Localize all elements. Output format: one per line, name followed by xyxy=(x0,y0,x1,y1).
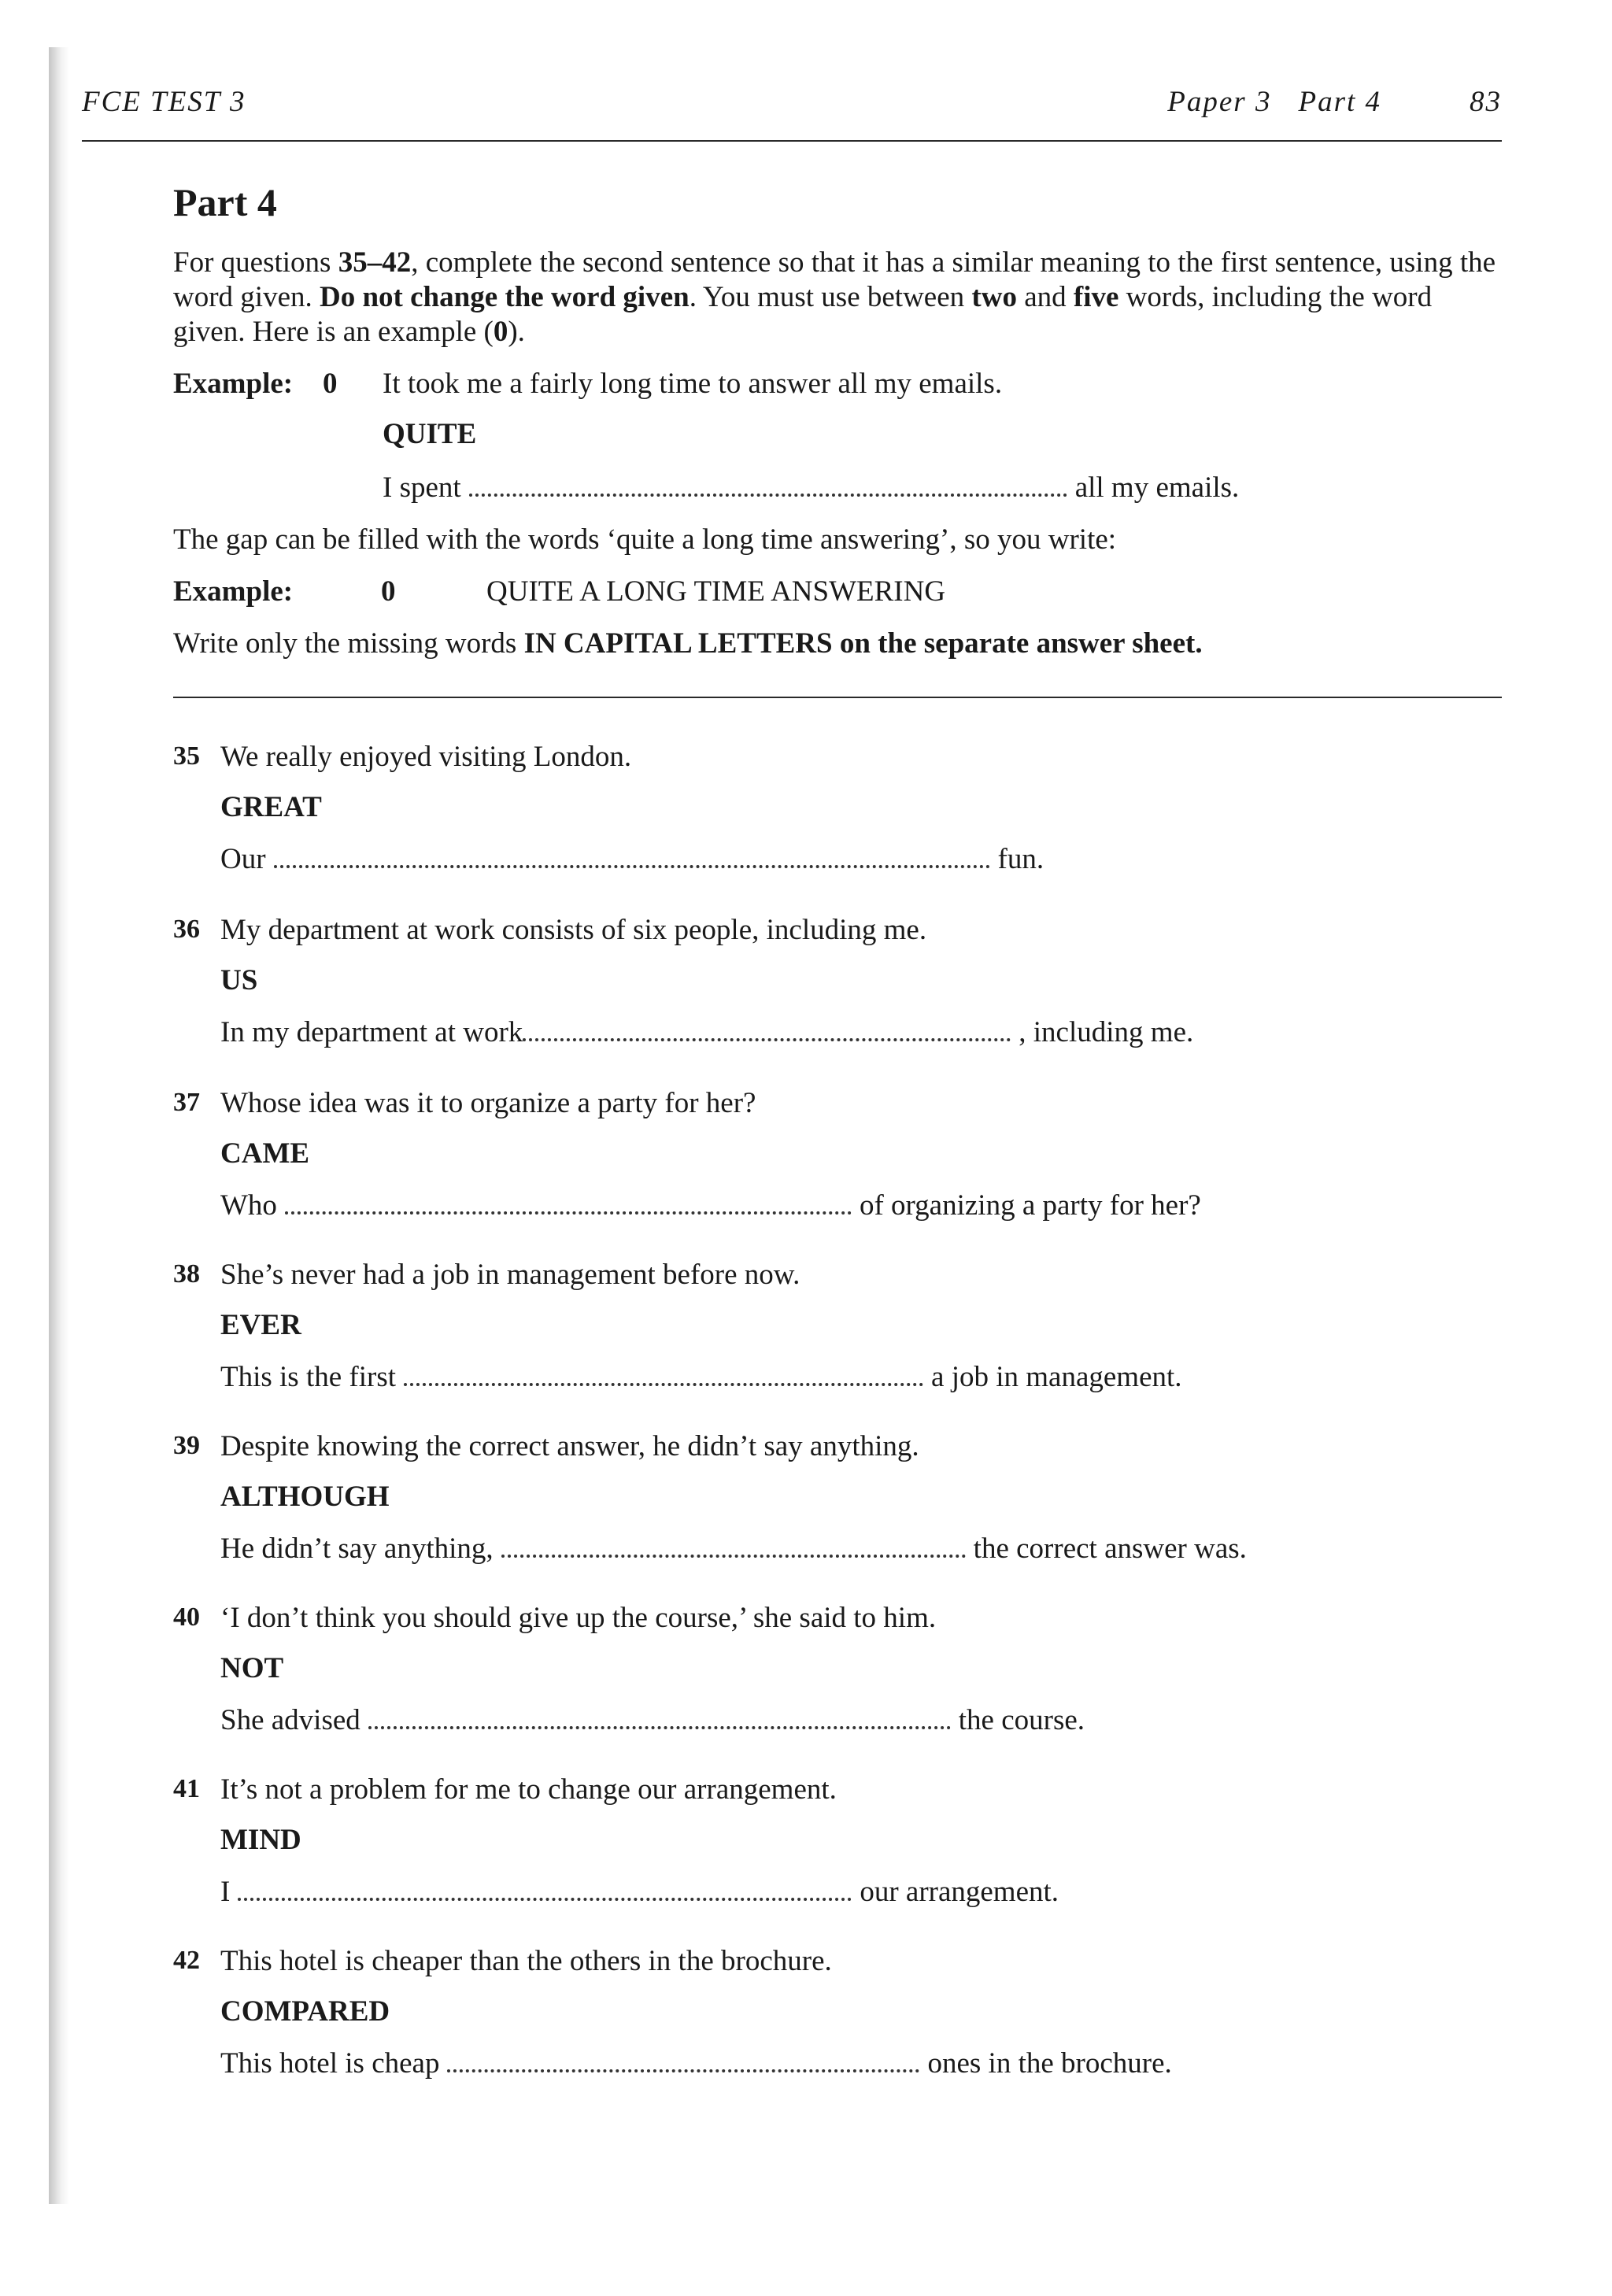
answer-end: ones in the brochure. xyxy=(927,2047,1172,2080)
question-sentence: Whose idea was it to organize a party for her? xyxy=(220,1087,756,1119)
question-number: 38 xyxy=(173,1259,200,1288)
answer-gap xyxy=(238,1897,852,1901)
scan-shadow xyxy=(49,47,69,2204)
do-not-change-note: Do not change the word given xyxy=(320,281,690,313)
answer-end: the correct answer was. xyxy=(973,1533,1247,1565)
paper-label: Paper 3 xyxy=(1167,86,1272,118)
answer-end: a job in management. xyxy=(931,1361,1182,1393)
example-number-ref: 0 xyxy=(493,316,508,348)
max-words: five xyxy=(1073,281,1119,313)
answer-gap xyxy=(274,864,990,868)
header-rule xyxy=(82,140,1502,142)
answer-end: our arrangement. xyxy=(860,1876,1059,1908)
example-key-word: QUITE xyxy=(383,418,477,450)
write-note xyxy=(173,627,1203,660)
write-note-text: Write only the missing words xyxy=(173,627,524,660)
answer-end: of organizing a party for her? xyxy=(859,1189,1201,1222)
question-sentence: This hotel is cheaper than the others in the brochure. xyxy=(220,1945,832,1977)
answer-start: This hotel is cheap xyxy=(220,2047,440,2080)
answer-start: Who xyxy=(220,1189,277,1222)
answer-end: the course. xyxy=(958,1704,1085,1736)
example2-number: 0 xyxy=(381,575,396,608)
question-answer-line xyxy=(220,1015,1193,1049)
answer-gap xyxy=(404,1382,923,1386)
example-number: 0 xyxy=(323,368,338,400)
answer-start: Our xyxy=(220,843,266,875)
instr-text: ). xyxy=(508,316,525,348)
answer-gap xyxy=(447,2069,919,2072)
example-sentence: It took me a fairly long time to answer all my emails. xyxy=(383,368,1003,400)
header-right xyxy=(1141,85,1502,119)
section-divider xyxy=(173,697,1502,698)
question-answer-line xyxy=(220,1532,1247,1566)
instr-text: . You must use between xyxy=(689,281,972,313)
answer-start: I spent xyxy=(383,471,461,504)
answer-end: all my emails. xyxy=(1074,471,1240,504)
write-note-end: . xyxy=(1195,627,1203,660)
question-number: 41 xyxy=(173,1774,200,1803)
question-sentence: My department at work consists of six people, including me. xyxy=(220,914,927,946)
min-words: two xyxy=(971,281,1017,313)
answer-gap xyxy=(523,1037,1011,1041)
question-number: 39 xyxy=(173,1431,200,1460)
answer-start: He didn’t say anything, xyxy=(220,1533,494,1565)
example2-label: Example: xyxy=(173,575,294,608)
instr-text: , complete the second sentence so that it has a similar meaning to the first sentence, using the word given. xyxy=(173,246,1496,313)
question-key-word: EVER xyxy=(220,1309,301,1341)
question-number: 35 xyxy=(173,741,200,771)
question-answer-line xyxy=(220,842,1044,876)
answer-start: In my department at work xyxy=(220,1016,523,1048)
question-sentence: We really enjoyed visiting London. xyxy=(220,741,632,773)
capital-letters-note: IN CAPITAL LETTERS on the separate answer sheet xyxy=(523,627,1196,660)
answer-start: This is the first xyxy=(220,1361,397,1393)
test-name: FCE TEST 3 xyxy=(82,86,246,118)
question-key-word: COMPARED xyxy=(220,1995,390,2028)
question-range: 35–42 xyxy=(338,246,412,279)
question-key-word: CAME xyxy=(220,1137,310,1170)
question-answer-line xyxy=(220,2046,1172,2080)
running-header xyxy=(82,85,1502,132)
answer-gap xyxy=(285,1211,852,1215)
instr-text: For questions xyxy=(173,246,338,279)
question-answer-line xyxy=(220,1189,1201,1222)
question-number: 40 xyxy=(173,1603,200,1632)
answer-gap xyxy=(501,1554,966,1558)
question-key-word: ALTHOUGH xyxy=(220,1481,390,1513)
answer-start: I xyxy=(220,1876,231,1908)
answer-gap xyxy=(469,493,1067,497)
question-sentence: It’s not a problem for me to change our arrangement. xyxy=(220,1773,837,1806)
question-answer-line xyxy=(220,1360,1182,1394)
instr-text: words, including the word given. Here is an example ( xyxy=(173,281,1433,348)
example-label: Example: xyxy=(173,368,294,400)
question-sentence: ‘I don’t think you should give up the course,’ she said to him. xyxy=(220,1602,937,1634)
question-key-word: MIND xyxy=(220,1824,301,1856)
example-answer-line xyxy=(383,471,1239,505)
answer-end: , including me. xyxy=(1019,1016,1194,1048)
question-number: 36 xyxy=(173,915,200,944)
question-sentence: She’s never had a job in management before now. xyxy=(220,1259,800,1291)
page-number: 83 xyxy=(1470,86,1502,118)
answer-start: She advised xyxy=(220,1704,360,1736)
question-answer-line xyxy=(220,1875,1059,1909)
example2-answer: QUITE A LONG TIME ANSWERING xyxy=(486,575,946,608)
instr-text: and xyxy=(1016,281,1074,313)
question-sentence: Despite knowing the correct answer, he didn’t say anything. xyxy=(220,1430,919,1462)
part-label: Part 4 xyxy=(1298,86,1381,118)
question-key-word: GREAT xyxy=(220,791,322,823)
part-title: Part 4 xyxy=(173,180,277,224)
question-number: 42 xyxy=(173,1946,200,1975)
question-number: 37 xyxy=(173,1088,200,1117)
answer-gap xyxy=(368,1725,951,1729)
answer-end: fun. xyxy=(997,843,1044,875)
gap-note: The gap can be filled with the words ‘quite a long time answering’, so you write: xyxy=(173,523,1117,556)
question-key-word: NOT xyxy=(220,1652,284,1684)
question-answer-line xyxy=(220,1703,1085,1737)
question-key-word: US xyxy=(220,964,258,996)
instructions xyxy=(173,246,1503,349)
